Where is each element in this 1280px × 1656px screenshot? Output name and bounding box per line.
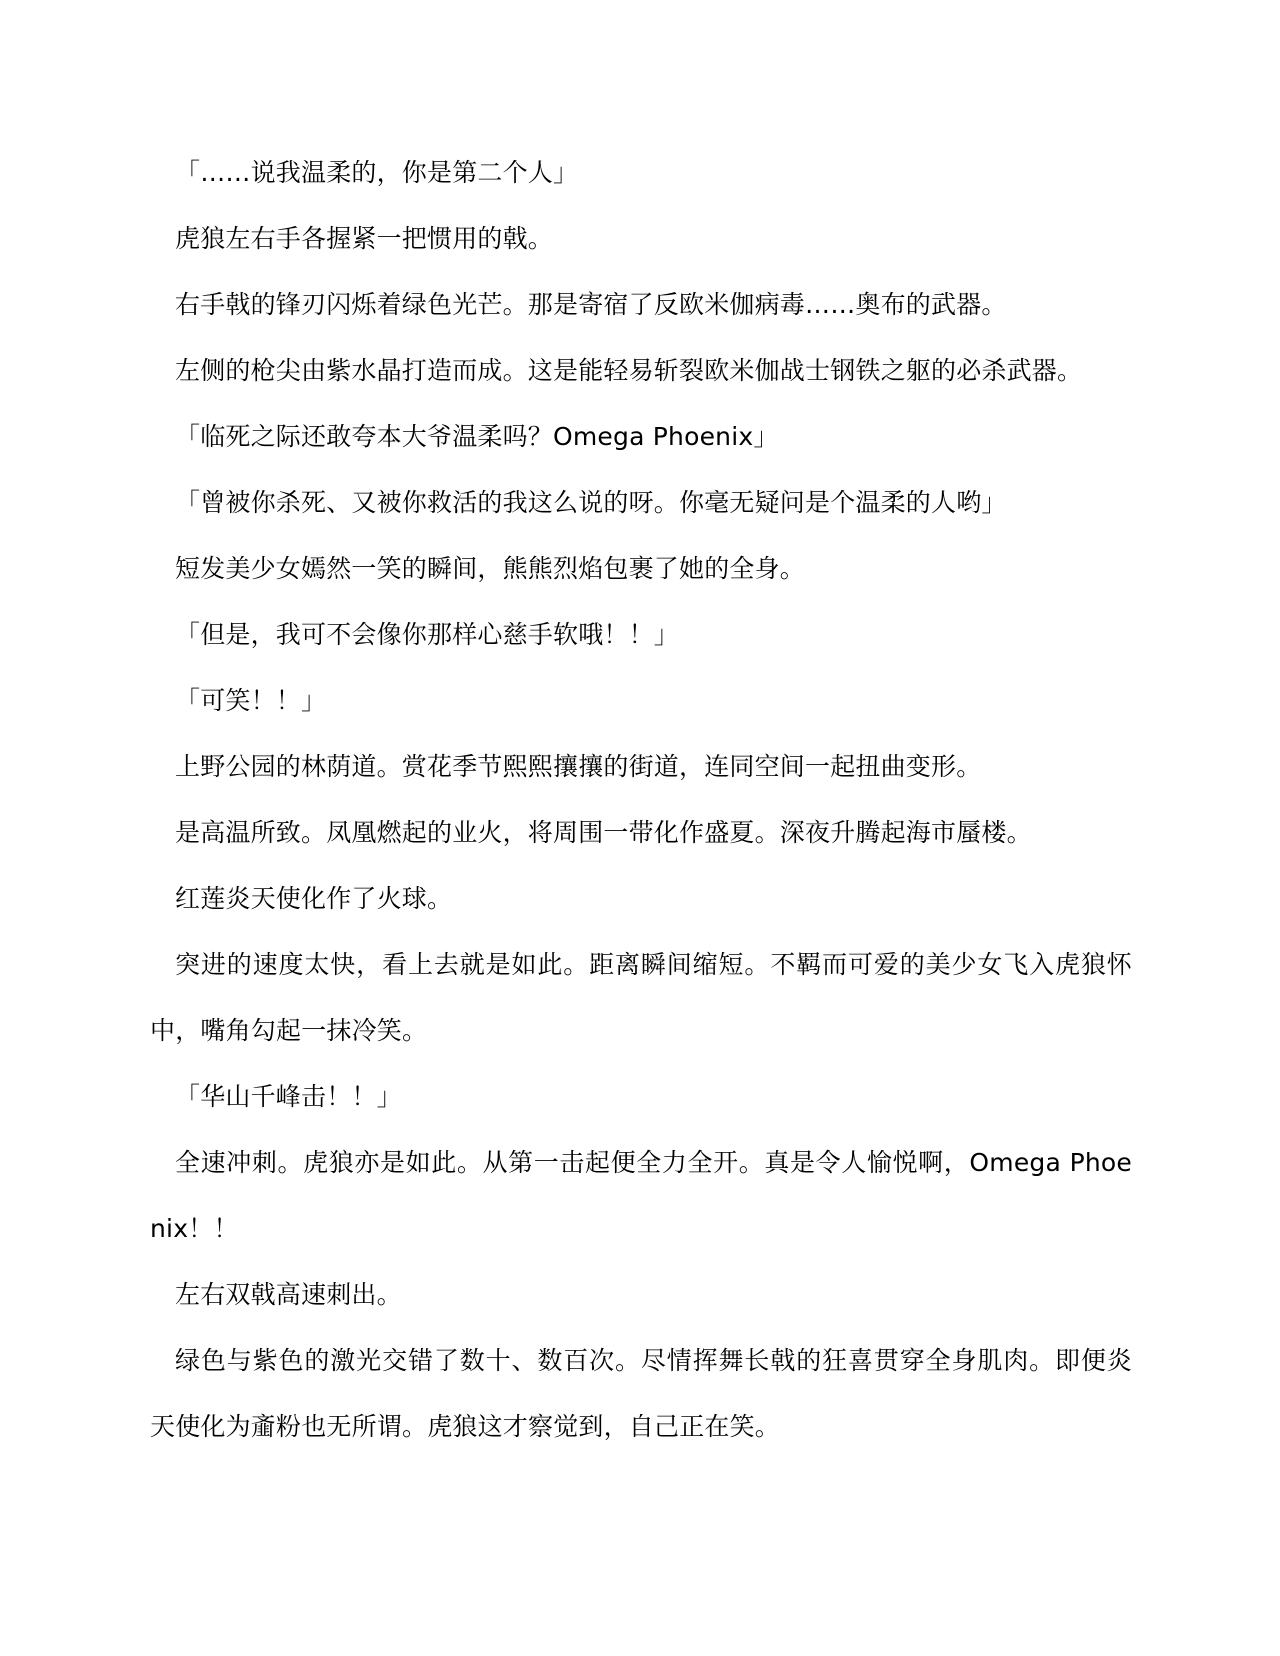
paragraph: 「曾被你杀死、又被你救活的我这么说的呀。你毫无疑问是个温柔的人哟」 xyxy=(175,488,1007,517)
paragraph: 是高温所致。凤凰燃起的业火，将周围一带化作盛夏。深夜升腾起海市蜃楼。 xyxy=(175,818,1032,847)
paragraph: 右手戟的锋刃闪烁着绿色光芒。那是寄宿了反欧米伽病毒……奥布的武器。 xyxy=(175,290,1007,319)
paragraph: 左侧的枪尖由紫水晶打造而成。这是能轻易斩裂欧米伽战士钢铁之躯的必杀武器。 xyxy=(175,356,1083,385)
paragraph: 「临死之际还敢夸本大爷温柔吗？Omega Phoenix」 xyxy=(175,422,779,451)
paragraph: 「华山千峰击！！」 xyxy=(175,1082,402,1111)
paragraph: 「……说我温柔的，你是第二个人」 xyxy=(175,158,579,187)
paragraph: 红莲炎天使化作了火球。 xyxy=(175,884,453,913)
body-text xyxy=(150,140,1132,1460)
paragraph: 突进的速度太快，看上去就是如此。距离瞬间缩短。不羁而可爱的美少女飞入虎狼怀中，嘴角勾起一抹冷笑。 xyxy=(150,950,1132,1045)
paragraph: 上野公园的林荫道。赏花季节熙熙攘攘的街道，连同空间一起扭曲变形。 xyxy=(175,752,982,781)
paragraph: 左右双戟高速刺出。 xyxy=(175,1280,402,1309)
paragraph: 「但是，我可不会像你那样心慈手软哦！！」 xyxy=(175,620,680,649)
paragraph: 短发美少女嫣然一笑的瞬间，熊熊烈焰包裹了她的全身。 xyxy=(175,554,806,583)
paragraph: 绿色与紫色的激光交错了数十、数百次。尽情挥舞长戟的狂喜贯穿全身肌肉。即便炎天使化为齑粉也无所谓。虎狼这才察觉到，自己正在笑。 xyxy=(150,1346,1132,1441)
paragraph: 虎狼左右手各握紧一把惯用的戟。 xyxy=(175,224,554,253)
paragraph: 全速冲刺。虎狼亦是如此。从第一击起便全力全开。真是令人愉悦啊，Omega Phoenix！！ xyxy=(150,1148,1132,1243)
paragraph: 「可笑！！」 xyxy=(175,686,327,715)
